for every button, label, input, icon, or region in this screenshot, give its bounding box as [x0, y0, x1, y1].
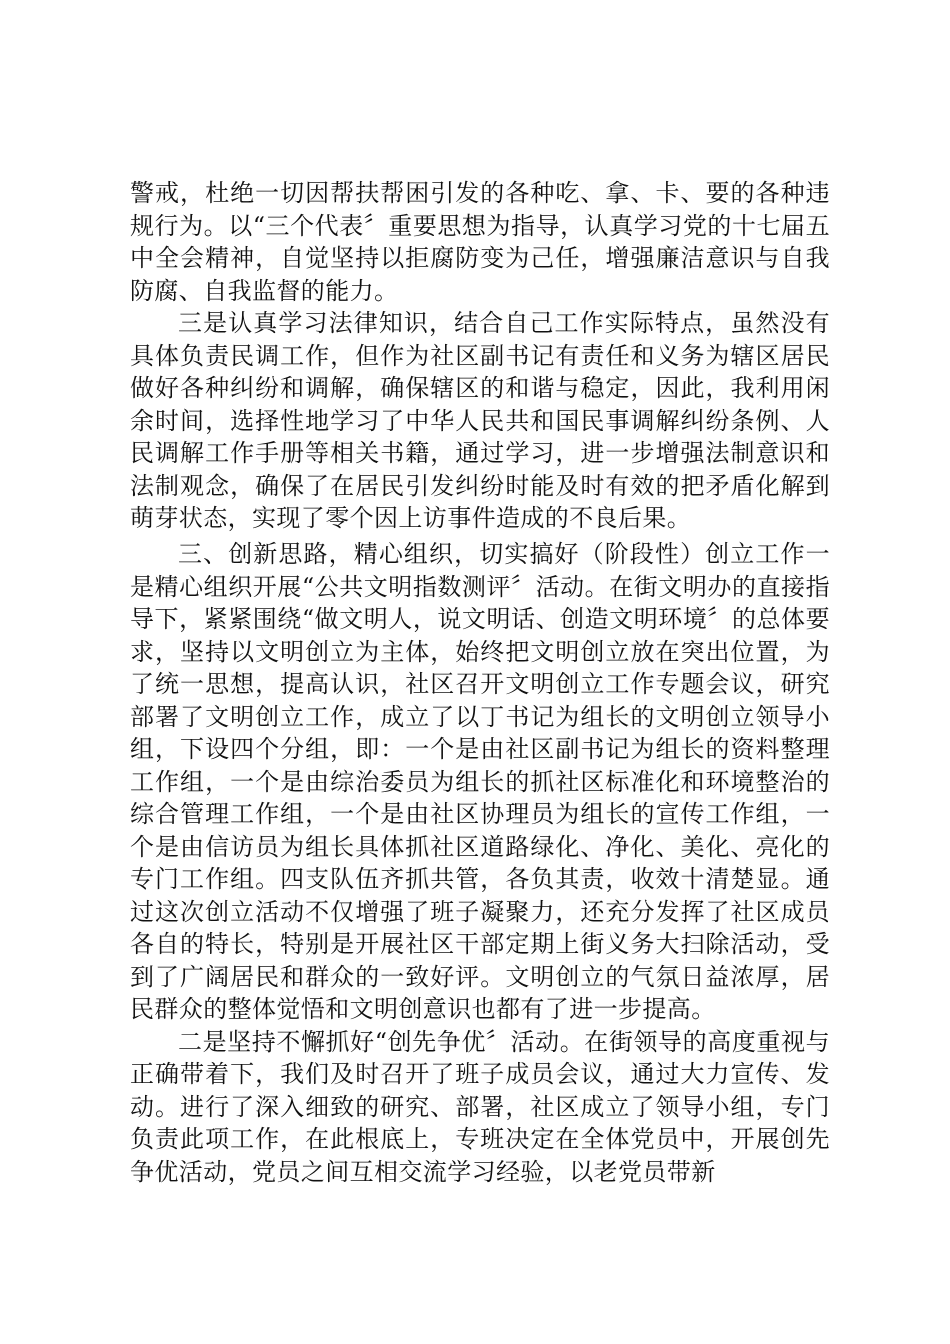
paragraph-legal-study: 三是认真学习法律知识，结合自己工作实际特点，虽然没有具体负责民调工作，但作为社区副书记有责任和义务为辖区居民做好各种纠纷和调解，确保辖区的和谐与稳定，因此，我利用闲余时间，选择性地学习了中华人民共和国民事调解纠纷条例、人民调解工作手册等相关书籍，通过学习，进一步增强法制意识和法制观念，确保了在居民引发纠纷时能及时有效的把矛盾化解到萌芽状态，实现了零个因上访事件造成的不良后果。 [130, 309, 830, 532]
paragraph-continuation: 警戒，杜绝一切因帮扶帮困引发的各种吃、拿、卡、要的各种违规行为。以“三个代表〞重要思想为指导，认真学习党的十七届五中全会精神，自觉坚持以拒腐防变为己任，增强廉洁意识与自我防腐、自我监督的能力。 [130, 179, 830, 305]
section-a [130, 177, 830, 535]
section-b [130, 538, 830, 1188]
paragraph-civilization-creation: 三、创新思路，精心组织，切实搞好（阶段性）创立工作一是精心组织开展“公共文明指数测评〞活动。在街文明办的直接指导下，紧紧围绕“做文明人，说文明话、创造文明环境〞的总体要求，坚持以文明创立为主体，始终把文明创立放在突出位置，为了统一思想，提高认识，社区召开文明创立工作专题会议，研究部署了文明创立工作，成立了以丁书记为组长的文明创立领导小组，下设四个分组，即：一个是由社区副书记为组长的资料整理工作组，一个是由综治委员为组长的抓社区标准化和环境整治的综合管理工作组，一个是由社区协理员为组长的宣传工作组，一个是由信访员为组长具体抓社区道路绿化、净化、美化、亮化的专门工作组。四支队伍齐抓共管，各负其责，收效十清楚显。通过这次创立活动不仅增强了班子凝聚力，还充分发挥了社区成员各自的特长，特别是开展社区干部定期上街义务大扫除活动，受到了广阔居民和群众的一致好评。文明创立的气氛日益浓厚，居民群众的整体觉悟和文明创意识也都有了进一步提高。 [130, 540, 830, 1023]
paragraph-excellence-campaign: 二是坚持不懈抓好“创先争优〞活动。在街领导的高度重视与正确带着下，我们及时召开了班子成员会议，通过大力宣传、发动。进行了深入细致的研究、部署，社区成立了领导小组，专门负责此项工作，在此根底上，专班决定在全体党员中，开展创先争优活动，党员之间互相交流学习经验，以老党员带新 [130, 1027, 830, 1186]
